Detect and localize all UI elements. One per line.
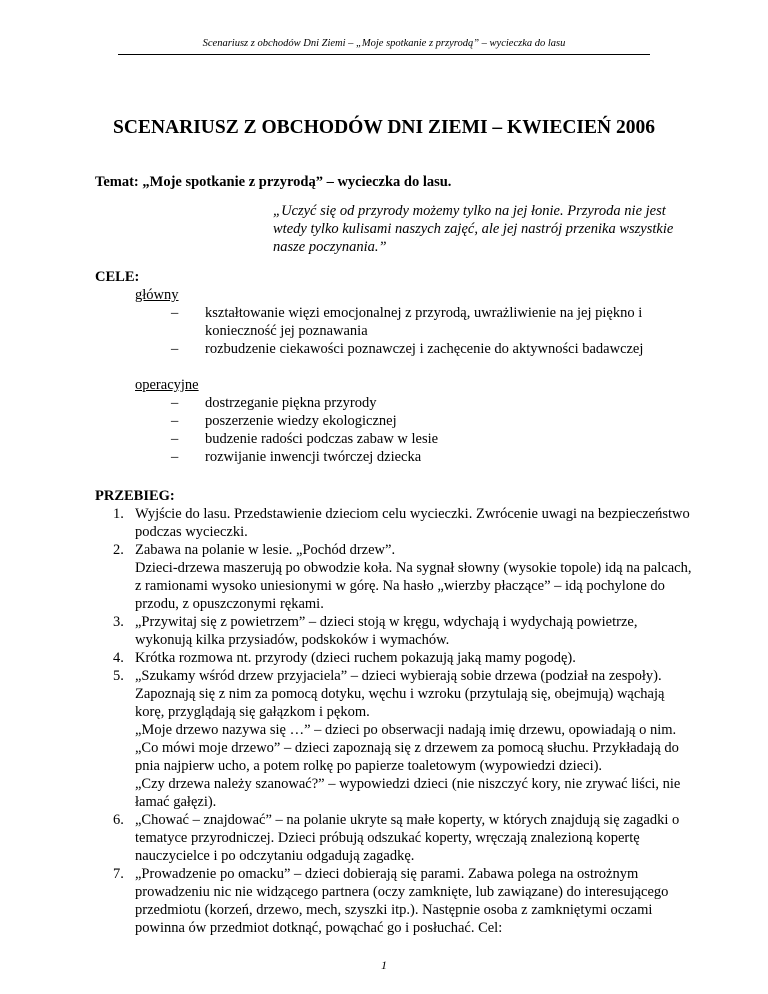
main-goal-list: [135, 304, 695, 358]
page-number: 1: [381, 958, 387, 972]
course-heading: PRZEBIEG:: [95, 488, 175, 504]
goals-heading: CELE:: [95, 269, 140, 285]
step-text: Krótka rozmowa nt. przyrody (dzieci ruchem pokazują jaką mamy pogodę).: [135, 650, 576, 666]
dash-bullet: –: [171, 449, 179, 465]
step-text: „Chować – znajdować” – na polanie ukryte są małe koperty, w których znajdują się zagadki o tematyce przyrodniczej. Dzieci próbują odszukać koperty, wręczają znalezioną kopertę nauczycielce i po odczytaniu odgadują zagadkę.: [135, 812, 680, 864]
step-text: „Przywitaj się z powietrzem” – dzieci stoją w kręgu, wdychają i wydychają powietrze, wykonują kilka przysiadów, podskoków i wymachów.: [135, 614, 638, 648]
dash-bullet: –: [171, 431, 179, 447]
step-text: Dzieci-drzewa maszerują po obwodzie koła. Na sygnał słowny (wysokie topole) idą na palcach, z ramionami wysoko uniesionymi w górę. Na hasło „wierzby płaczące” – idą pochylone do przodu, z opuszczonymi rękami.: [135, 560, 692, 612]
course-steps: [95, 505, 695, 937]
step-item: [95, 667, 695, 811]
step-number: 5.: [113, 668, 124, 684]
step-item: [95, 865, 695, 937]
dash-bullet: –: [171, 413, 179, 429]
topic-line: Temat: „Moje spotkanie z przyrodą” – wycieczka do lasu.: [95, 174, 452, 190]
step-text: „Prowadzenie po omacku” – dzieci dobierają się parami. Zabawa polega na ostrożnym prowadzeniu nic nie widzącego partnera (oczy zamknięte, lub zawiązane) do interesującego przedmiotu (korzeń, drzewo, mech, szyszki itp.). Następnie osoba z zamkniętymi oczami powinna ów przedmiot dotknąć, powąchać go i posłuchać. Cel:: [135, 866, 669, 936]
operational-goals-label: operacyjne: [135, 377, 199, 393]
main-goal-label: główny: [135, 287, 179, 303]
step-item: [95, 613, 695, 649]
list-item: – kształtowanie więzi emocjonalnej z przyrodą, uwrażliwienie na jej piękno i konieczność jej poznawania: [171, 305, 643, 339]
step-text: „Czy drzewa należy szanować?” – wypowiedzi dzieci (nie niszczyć kory, nie zrywać liści, nie łamać gałęzi).: [135, 776, 681, 810]
dash-bullet: –: [171, 341, 179, 357]
epigraph-quote: „Uczyć się od przyrody możemy tylko na jej łonie. Przyroda nie jest wtedy tylko kulisami naszych zajęć, ale jej nastrój przenika wszystkie nasze poczynania.”: [273, 203, 674, 255]
step-number: 3.: [113, 614, 124, 630]
running-header: Scenariusz z obchodów Dni Ziemi – „Moje spotkanie z przyrodą” – wycieczka do lasu: [202, 38, 566, 49]
header-divider: [118, 54, 650, 55]
list-item: – dostrzeganie piękna przyrody: [171, 395, 377, 411]
step-number: 4.: [113, 650, 124, 666]
step-text: „Szukamy wśród drzew przyjaciela” – dzieci wybierają sobie drzewa (podział na zespoły). Zapoznają się z nim za pomocą dotyku, węchu i wzroku (przytulają się, obejmują) wąchają korę, przyglądają się gałązkom i pękom.: [135, 668, 665, 720]
step-item: [95, 649, 695, 667]
dash-bullet: –: [171, 395, 179, 411]
step-number: 1.: [113, 506, 124, 522]
list-item: – poszerzenie wiedzy ekologicznej: [171, 413, 397, 429]
step-item: [95, 505, 695, 541]
operational-goals-list: [135, 394, 695, 466]
document-title: SCENARIUSZ Z OBCHODÓW DNI ZIEMI – KWIECIEŃ 2006: [113, 117, 655, 138]
step-number: 2.: [113, 542, 124, 558]
step-item: [95, 811, 695, 865]
list-item: – rozbudzenie ciekawości poznawczej i zachęcenie do aktywności badawczej: [171, 341, 644, 357]
step-text: „Co mówi moje drzewo” – dzieci zapoznają się z drzewem za pomocą słuchu. Przykładają do pnia najpierw ucho, a potem rolkę po papierze toaletowym (wypowiedzi dzieci).: [135, 740, 679, 774]
step-text: „Moje drzewo nazywa się …” – dzieci po obserwacji nadają imię drzewu, opowiadają o nim.: [135, 722, 677, 738]
step-item: [95, 541, 695, 613]
step-text: Zabawa na polanie w lesie. „Pochód drzew”.: [135, 542, 396, 558]
step-number: 7.: [113, 866, 124, 882]
dash-bullet: –: [171, 305, 179, 321]
list-item: – budzenie radości podczas zabaw w lesie: [171, 431, 439, 447]
list-item: – rozwijanie inwencji twórczej dziecka: [171, 449, 422, 465]
step-number: 6.: [113, 812, 124, 828]
step-text: Wyjście do lasu. Przedstawienie dzieciom celu wycieczki. Zwrócenie uwagi na bezpieczeństwo podczas wycieczki.: [135, 506, 690, 540]
